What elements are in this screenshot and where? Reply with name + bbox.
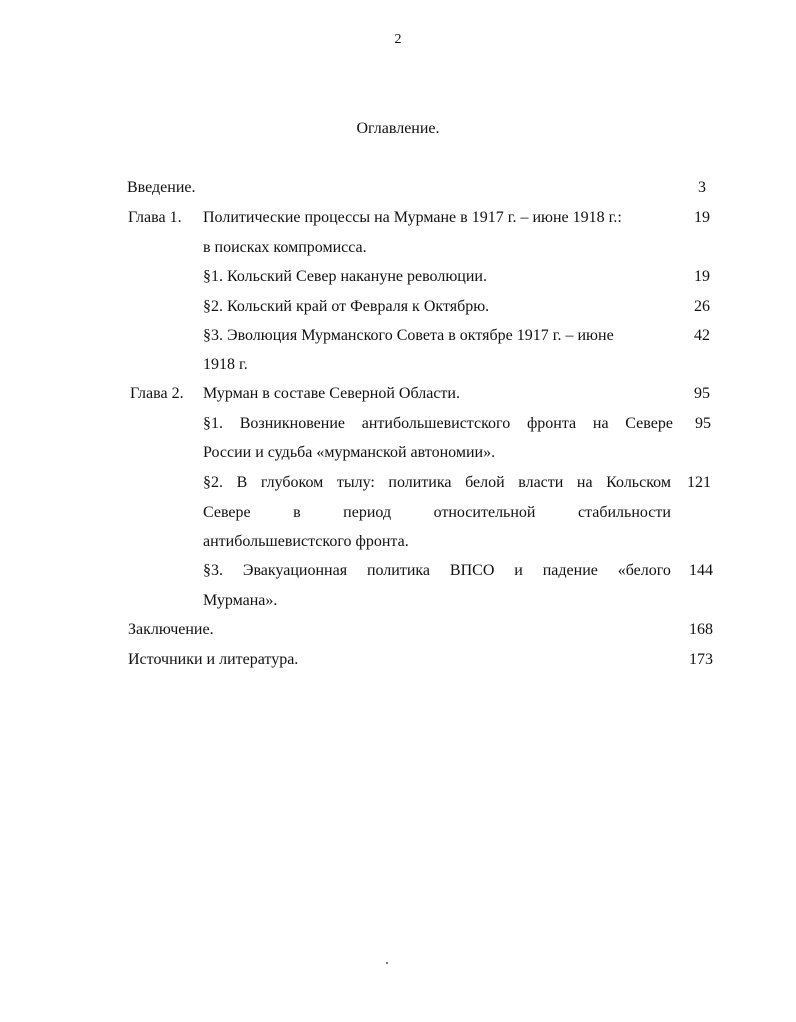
word: В — [236, 474, 248, 491]
word: антибольшевистского — [361, 415, 511, 432]
chapter1-section1: §1. Кольский Север накануне революции. — [203, 268, 487, 285]
word: стабильности — [577, 504, 671, 521]
chapter1-section2: §2. Кольский край от Февраля к Октябрю. — [203, 298, 490, 315]
word: «белого — [617, 562, 671, 579]
chapter2-section1-page: 95 — [695, 415, 711, 432]
word: Севере — [625, 415, 673, 432]
chapter1-section1-page: 19 — [694, 268, 710, 285]
word: Кольском — [606, 474, 671, 491]
word: политика — [366, 562, 431, 579]
word: политика — [388, 474, 452, 491]
chapter2-label: Глава 2. — [130, 385, 184, 402]
toc-entry-conclusion: Заключение. — [128, 621, 214, 638]
chapter2-section3-line2: Мурмана». — [203, 592, 278, 609]
chapter2-page: 95 — [694, 385, 710, 402]
chapter1-title-line2: в поисках компромисса. — [203, 239, 367, 256]
scan-speck — [386, 962, 388, 964]
word: Севере — [203, 504, 251, 521]
word: §3. — [203, 562, 223, 579]
word: период — [343, 504, 392, 521]
chapter2-section3-page: 144 — [689, 562, 713, 579]
toc-page-conclusion: 168 — [689, 621, 713, 638]
word: фронта — [526, 415, 577, 432]
word: тылу: — [336, 474, 375, 491]
word: относительной — [433, 504, 536, 521]
chapter1-section2-page: 26 — [694, 298, 710, 315]
chapter1-label: Глава 1. — [128, 209, 182, 226]
toc-entry-sources: Источники и литература. — [128, 651, 299, 668]
word: Возникновение — [239, 415, 345, 432]
chapter2-section2-line2 — [203, 503, 671, 523]
chapter1-section3-line1: §3. Эволюция Мурманского Совета в октябре 1917 г. – июне — [203, 327, 614, 344]
word: белой — [465, 474, 505, 491]
toc-entry-intro: Введение. — [127, 179, 196, 196]
chapter1-section3-line2: 1918 г. — [203, 356, 248, 373]
word: §1. — [203, 415, 223, 432]
word: на — [576, 474, 593, 491]
word: глубоком — [260, 474, 324, 491]
word: в — [293, 504, 301, 521]
chapter1-section3-page: 42 — [694, 327, 710, 344]
toc-page-intro: 3 — [698, 179, 706, 196]
chapter2-section1-line2: России и судьба «мурманской автономии». — [203, 444, 496, 461]
word: падение — [542, 562, 598, 579]
chapter2-section1-line1 — [203, 414, 673, 434]
toc-title: Оглавление. — [356, 120, 440, 137]
word: и — [514, 562, 523, 579]
toc-page-sources: 173 — [689, 651, 713, 668]
word: на — [592, 415, 609, 432]
word: ВПСО — [449, 562, 495, 579]
chapter2-section2-line3: антибольшевистского фронта. — [203, 533, 409, 550]
chapter1-title-line1: Политические процессы на Мурмане в 1917 г. – июне 1918 г.: — [203, 209, 622, 226]
chapter1-page: 19 — [694, 209, 710, 226]
word: власти — [518, 474, 564, 491]
chapter2-section3-line1 — [203, 561, 671, 581]
chapter2-section2-line1 — [203, 473, 671, 493]
word: §2. — [203, 474, 223, 491]
chapter2-title: Мурман в составе Северной Области. — [203, 385, 460, 402]
chapter2-section2-page: 121 — [687, 474, 711, 491]
page-number: 2 — [394, 32, 402, 47]
word: Эвакуационная — [242, 562, 348, 579]
